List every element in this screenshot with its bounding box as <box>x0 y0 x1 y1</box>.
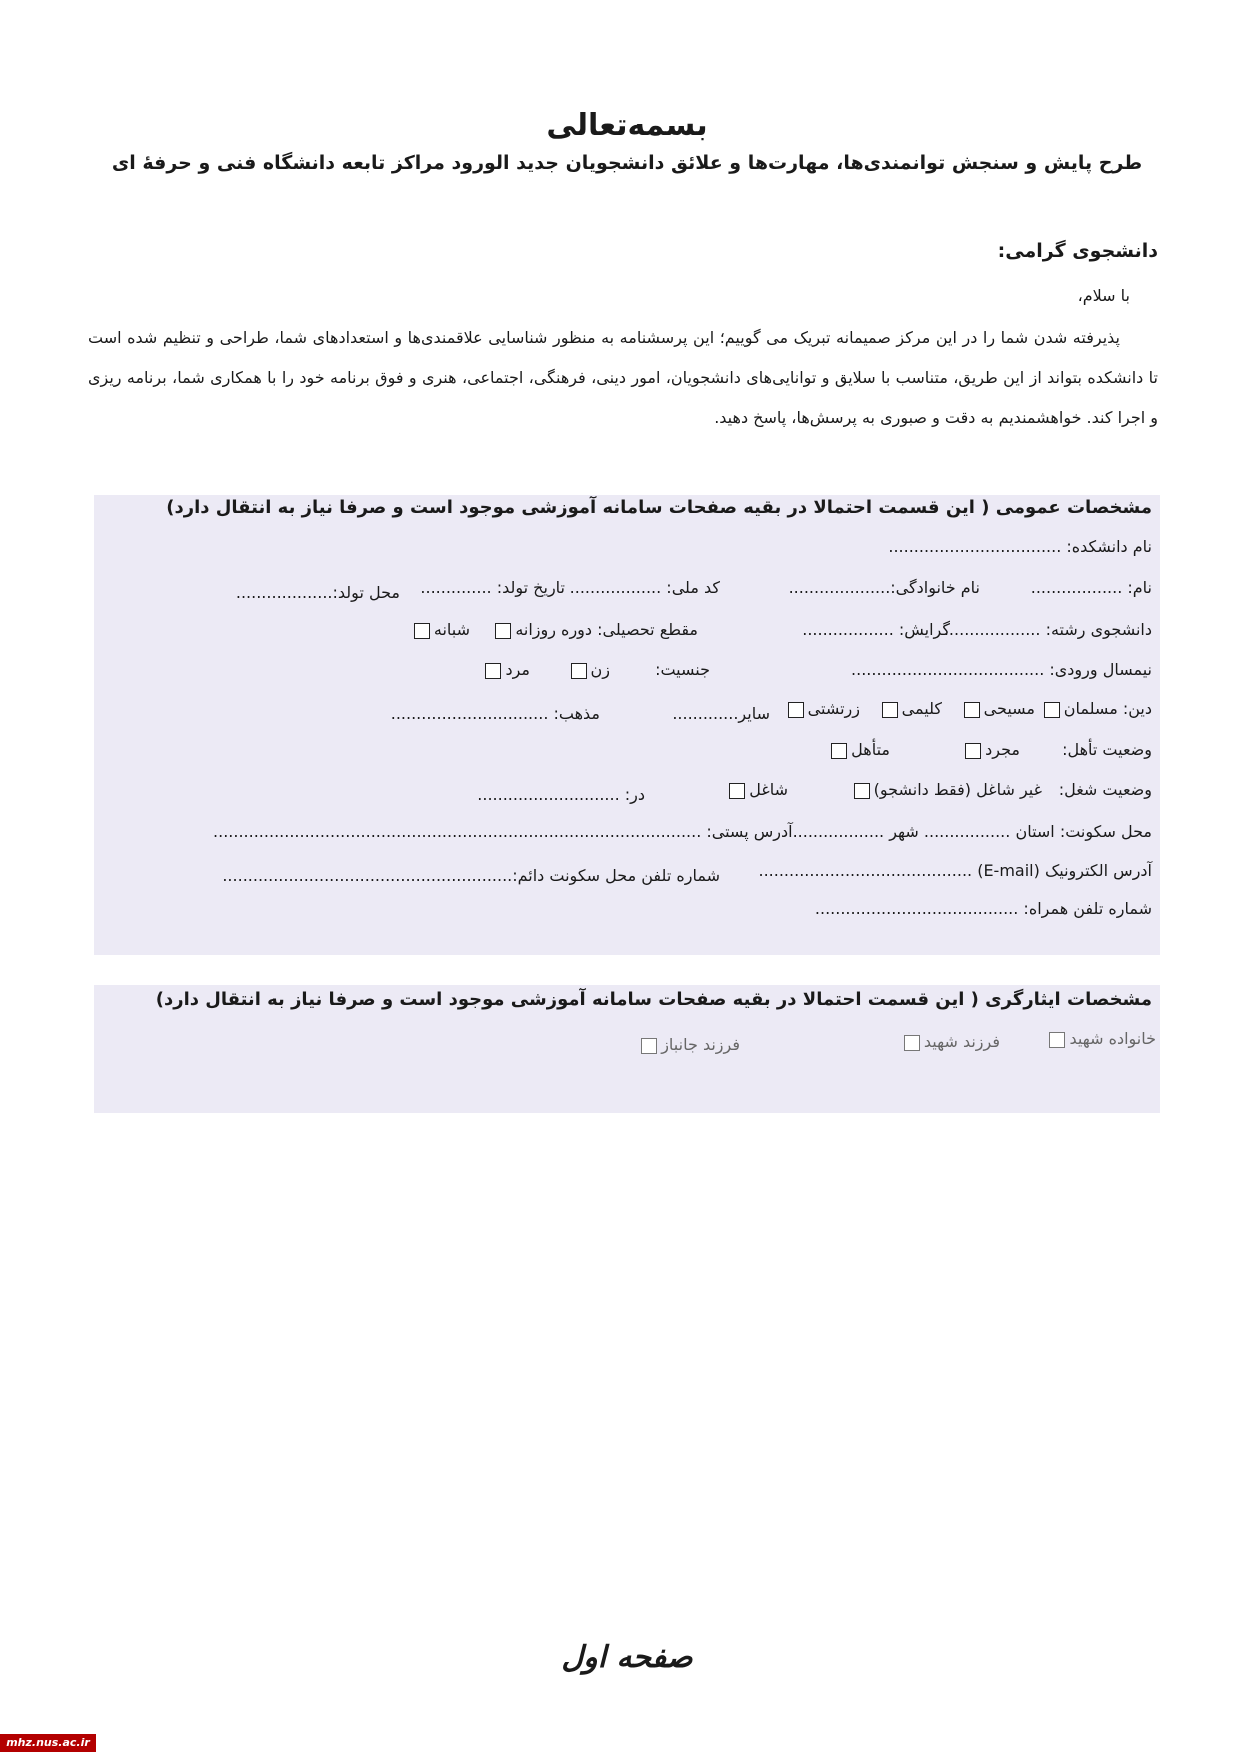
female-label: زن <box>590 660 610 679</box>
male-checkbox[interactable] <box>485 663 501 679</box>
veteran-child-label: فرزند جانباز <box>661 1035 740 1054</box>
marital-single-option[interactable] <box>961 740 1020 759</box>
employed-checkbox[interactable] <box>729 783 745 799</box>
page-number-label: صفحه اول <box>561 1640 693 1675</box>
employment-employed-option[interactable] <box>725 780 788 799</box>
college-field[interactable]: نام دانشکده: .................................. <box>888 537 1152 556</box>
major-field[interactable]: دانشجوی رشته: ................... <box>943 620 1152 639</box>
muslim-label: دین: مسلمان <box>1063 699 1152 718</box>
marital-married-option[interactable] <box>827 740 890 759</box>
unemployed-label: غیر شاغل (فقط دانشجو) <box>873 780 1042 799</box>
isar-section-title: مشخصات ایثارگری ( این قسمت احتمالا در بقیه صفحات سامانه آموزشی موجود است و صرفا نیاز به انتقال دارد) <box>155 989 1152 1010</box>
home-phone-field[interactable]: شماره تلفن محل سکونت دائم:......................................................... <box>222 866 720 885</box>
religion-christian-option[interactable] <box>960 699 1035 718</box>
female-checkbox[interactable] <box>571 663 587 679</box>
bismillah-heading: بسمه‌تعالی <box>546 108 708 143</box>
national-code-field[interactable]: کد ملی: .................. <box>569 578 720 597</box>
single-label: مجرد <box>985 740 1020 759</box>
gender-female-option[interactable] <box>567 660 610 679</box>
religion-muslim-option[interactable] <box>1040 699 1152 718</box>
birth-place-field[interactable]: محل تولد:................... <box>235 583 400 602</box>
residence-field[interactable]: محل سکونت: استان ................. شهر ..................آدرس پستی: ................................................................................................ <box>213 822 1152 841</box>
general-section-title: مشخصات عمومی ( این قسمت احتمالا در بقیه صفحات سامانه آموزشی موجود است و صرفا نیاز به انتقال دارد) <box>166 497 1152 518</box>
christian-checkbox[interactable] <box>964 702 980 718</box>
marital-label: وضعیت تأهل: <box>1062 740 1152 759</box>
sect-field[interactable]: مذهب: ............................... <box>390 704 600 723</box>
mobile-field[interactable]: شماره تلفن همراه: ........................................ <box>814 899 1152 918</box>
martyr-child-checkbox[interactable] <box>904 1035 920 1051</box>
zoroastrian-label: زرتشتی <box>807 699 860 718</box>
greeting: دانشجوی گرامی: <box>997 240 1158 262</box>
form-title: طرح پایش و سنجش توانمندی‌ها، مهارت‌ها و علائق دانشجویان جدید الورود مراکز تابعه دانشگاه فنی و حرفهٔ ای <box>111 152 1143 174</box>
martyr-child-label: فرزند شهید <box>923 1032 1000 1051</box>
degree-evening-option[interactable] <box>410 620 470 639</box>
degree-label: مقطع تحصیلی: دوره روزانه <box>515 620 698 639</box>
religion-other-field[interactable]: سایر............. <box>672 704 770 723</box>
employed-label: شاغل <box>749 780 788 799</box>
married-label: متأهل <box>851 740 890 759</box>
birth-date-field[interactable]: تاریخ تولد: .............. <box>420 578 565 597</box>
veteran-child-option[interactable] <box>637 1035 740 1054</box>
zoroastrian-checkbox[interactable] <box>788 702 804 718</box>
unemployed-checkbox[interactable] <box>854 783 870 799</box>
degree-day-option[interactable] <box>491 620 698 639</box>
veteran-child-checkbox[interactable] <box>641 1038 657 1054</box>
single-checkbox[interactable] <box>965 743 981 759</box>
salutation: با سلام، <box>1077 286 1130 305</box>
male-label: مرد <box>505 660 530 679</box>
gender-male-option[interactable] <box>481 660 530 679</box>
employment-label: وضعیت شغل: <box>1058 780 1152 799</box>
religion-jewish-option[interactable] <box>878 699 942 718</box>
general-info-section <box>94 495 1160 955</box>
evening-checkbox[interactable] <box>414 623 430 639</box>
martyr-family-option[interactable] <box>1045 1029 1156 1048</box>
jewish-checkbox[interactable] <box>882 702 898 718</box>
entry-semester-field[interactable]: نیمسال ورودی: ...................................... <box>851 660 1152 679</box>
jewish-label: کلیمی <box>901 699 942 718</box>
religion-zoroastrian-option[interactable] <box>784 699 860 718</box>
last-name-field[interactable]: نام خانوادگی:.................... <box>788 578 980 597</box>
isar-info-section <box>94 985 1160 1113</box>
evening-label: شبانه <box>433 620 470 639</box>
site-watermark: mhz.nus.ac.ir <box>0 1734 96 1752</box>
christian-label: مسیحی <box>983 699 1035 718</box>
martyr-child-option[interactable] <box>900 1032 1000 1051</box>
orientation-field[interactable]: گرایش: .................. <box>802 620 950 639</box>
muslim-checkbox[interactable] <box>1044 702 1060 718</box>
employment-place-field[interactable]: در: ............................ <box>477 785 645 804</box>
gender-label: جنسیت: <box>655 660 710 679</box>
first-name-field[interactable]: نام: .................. <box>1030 578 1152 597</box>
intro-paragraph: پذیرفته شدن شما را در این مرکز صمیمانه تبریک می گوییم؛ این پرسشنامه به منظور شناسایی علاقمندی‌ها و استعدادهای شما، طراحی و تنظیم شده است تا دانشکده بتواند از این طریق، متناسب با سلایق و توانایی‌های دانشجویان، امور دینی، فرهنگی، اجتماعی، هنری و فوق برنامه خود را با همکاری شما، برنامه ریزی و اجرا کند. خواهشمندیم به دقت و صبوری به پرسش‌ها، پاسخ دهید. <box>88 328 1158 427</box>
email-field[interactable]: آدرس الکترونیک (E-mail) .......................................... <box>758 861 1152 880</box>
day-checkbox[interactable] <box>495 623 511 639</box>
employment-unemployed-option[interactable] <box>850 780 1042 799</box>
martyr-family-checkbox[interactable] <box>1049 1032 1065 1048</box>
martyr-family-label: خانواده شهید <box>1069 1029 1156 1048</box>
married-checkbox[interactable] <box>831 743 847 759</box>
